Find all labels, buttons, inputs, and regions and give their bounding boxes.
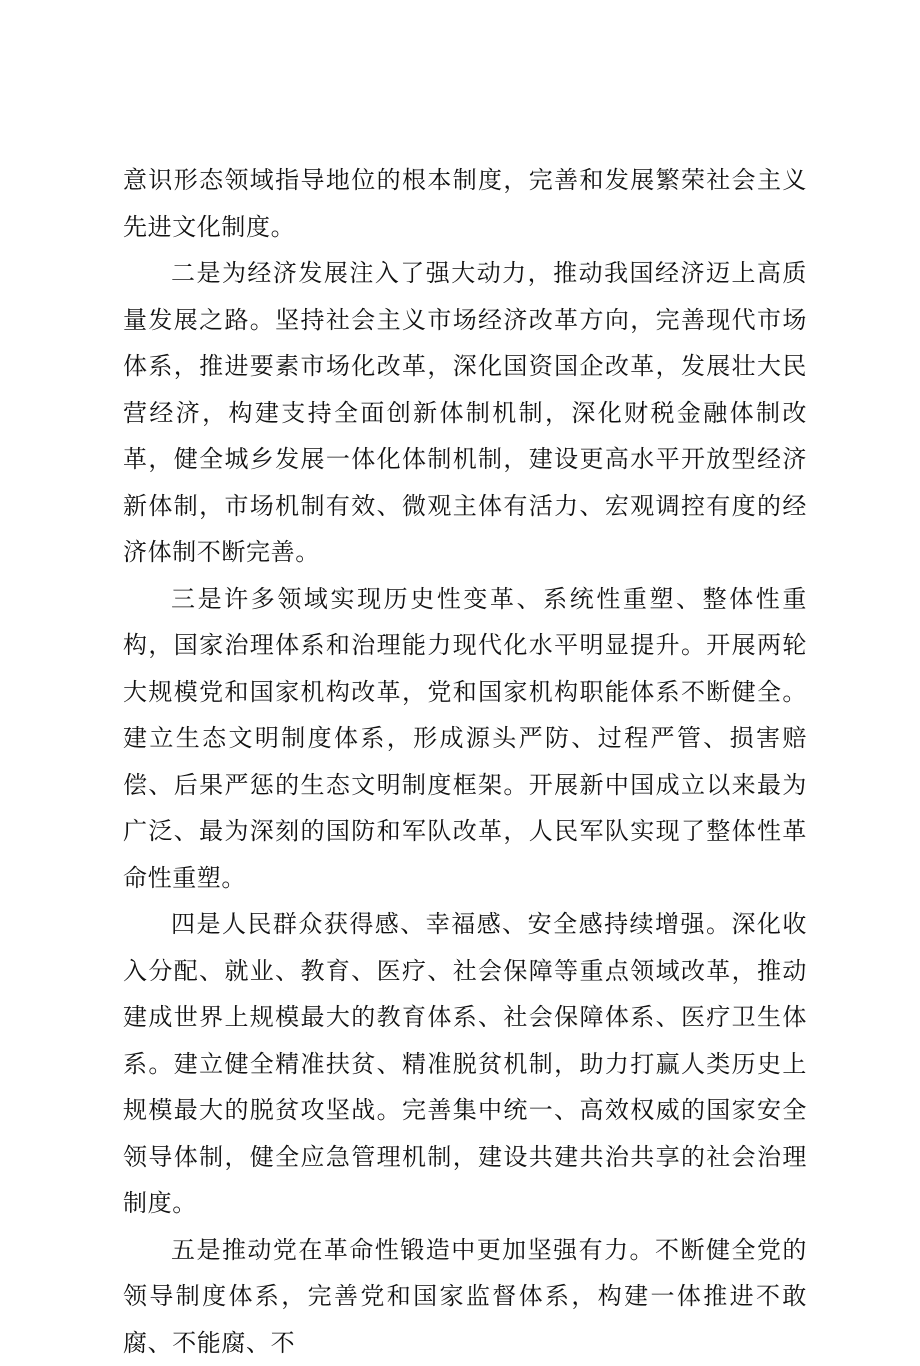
paragraph-continuation: 意识形态领域指导地位的根本制度，完善和发展繁荣社会主义先进文化制度。 xyxy=(123,157,807,250)
document-body xyxy=(123,157,807,1366)
paragraph-people: 四是人民群众获得感、幸福感、安全感持续增强。深化收入分配、就业、教育、医疗、社会保障等重点领域改革，推动建成世界上规模最大的教育体系、社会保障体系、医疗卫生体系。建立健全精准扶贫、精准脱贫机制，助力打赢人类历史上规模最大的脱贫攻坚战。完善集中统一、高效权威的国家安全领导体制，健全应急管理机制，建设共建共治共享的社会治理制度。 xyxy=(123,901,807,1227)
paragraph-economy: 二是为经济发展注入了强大动力，推动我国经济迈上高质量发展之路。坚持社会主义市场经济改革方向，完善现代市场体系，推进要素市场化改革，深化国资国企改革，发展壮大民营经济，构建支持全面创新体制机制，深化财税金融体制改革，健全城乡发展一体化体制机制，建设更高水平开放型经济新体制，市场机制有效、微观主体有活力、宏观调控有度的经济体制不断完善。 xyxy=(123,250,807,576)
paragraph-party: 五是推动党在革命性锻造中更加坚强有力。不断健全党的领导制度体系，完善党和国家监督体系，构建一体推进不敢腐、不能腐、不 xyxy=(123,1227,807,1366)
paragraph-governance: 三是许多领域实现历史性变革、系统性重塑、整体性重构，国家治理体系和治理能力现代化水平明显提升。开展两轮大规模党和国家机构改革，党和国家机构职能体系不断健全。建立生态文明制度体系，形成源头严防、过程严管、损害赔偿、后果严惩的生态文明制度框架。开展新中国成立以来最为广泛、最为深刻的国防和军队改革，人民军队实现了整体性革命性重塑。 xyxy=(123,576,807,902)
